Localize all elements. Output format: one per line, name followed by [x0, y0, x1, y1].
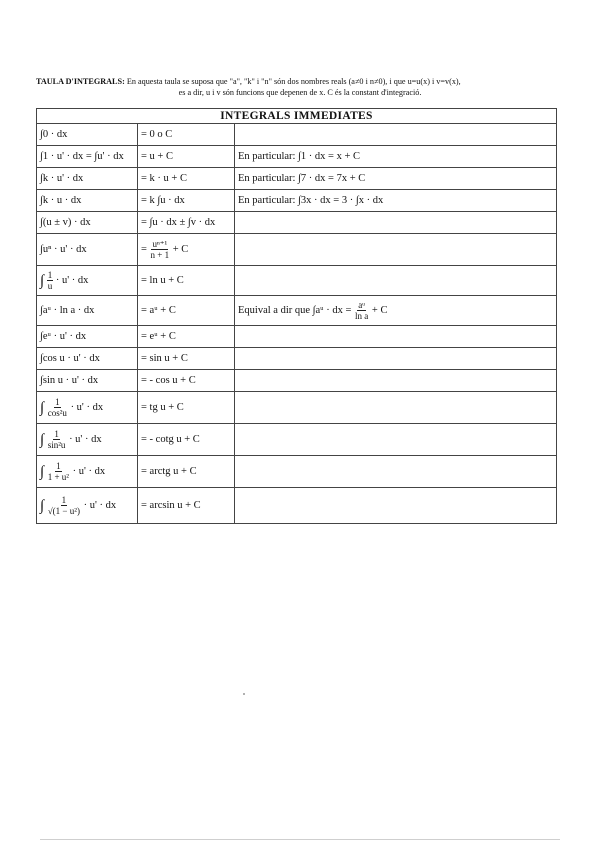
- fraction-numerator: aᵘ: [358, 300, 366, 310]
- note-cell: [235, 488, 557, 524]
- integrand-rest: · u' · dx: [70, 401, 104, 413]
- table-row: [37, 124, 557, 146]
- integral-cell: ∫1 · u' · dx = ∫u' · dx: [37, 146, 138, 168]
- integral-cell: [37, 266, 138, 296]
- table-row: [37, 424, 557, 456]
- integrand-fraction: [47, 429, 67, 450]
- result-cell: = ∫u · dx ± ∫v · dx: [138, 212, 235, 234]
- integral-cell: [37, 488, 138, 524]
- integrand-fraction: [47, 397, 68, 418]
- note-cell: En particular: ∫3x · dx = 3 · ∫x · dx: [235, 190, 557, 212]
- note-cell: [235, 124, 557, 146]
- integral-cell: ∫aᵘ · ln a · dx: [37, 296, 138, 326]
- fraction-denominator: √(1 − u²): [47, 506, 80, 516]
- note-cell: [235, 392, 557, 424]
- note-cell: En particular: ∫7 · dx = 7x + C: [235, 168, 557, 190]
- fraction-denominator: 1 + u²: [47, 472, 70, 482]
- fraction-numerator: 1: [54, 429, 59, 439]
- fraction-numerator: 1: [47, 270, 53, 280]
- note-cell: [235, 348, 557, 370]
- scan-edge-line: [40, 839, 560, 840]
- note-cell: [235, 266, 557, 296]
- integral-sign-icon: ∫: [40, 431, 45, 448]
- table-row: [37, 296, 557, 326]
- integral-sign-icon: ∫: [40, 497, 45, 514]
- result-cell: = 0 o C: [138, 124, 235, 146]
- table-row: [37, 212, 557, 234]
- note-fraction: [354, 300, 369, 321]
- header-description-line2: es a dir, u i v són funcions que depenen de x. C és la constant d'integració.: [178, 88, 422, 97]
- integral-sign-icon: ∫: [40, 272, 45, 289]
- fraction-numerator: 1: [55, 397, 60, 407]
- integral-cell: ∫cos u · u' · dx: [37, 348, 138, 370]
- integrand-rest: · u' · dx: [55, 274, 89, 286]
- table-heading-row: [37, 109, 557, 124]
- note-prefix: Equival a dir que ∫aᵘ · dx =: [238, 304, 352, 316]
- table-row: [37, 326, 557, 348]
- result-cell: = arctg u + C: [138, 456, 235, 488]
- result-cell: = - cos u + C: [138, 370, 235, 392]
- table-row: [37, 168, 557, 190]
- plus-constant: + C: [371, 304, 388, 316]
- integrand-fraction: [47, 461, 70, 482]
- result-cell: = - cotg u + C: [138, 424, 235, 456]
- table-row: [37, 370, 557, 392]
- note-cell: [235, 424, 557, 456]
- integrand-rest: · u' · dx: [69, 433, 102, 445]
- result-cell: = ln u + C: [138, 266, 235, 296]
- result-cell: = k · u + C: [138, 168, 235, 190]
- table-heading: INTEGRALS IMMEDIATES: [37, 109, 557, 124]
- integral-cell: [37, 456, 138, 488]
- table-row: [37, 234, 557, 266]
- note-cell: [235, 326, 557, 348]
- integrand-fraction: [47, 495, 81, 516]
- fraction-denominator: u: [47, 281, 53, 291]
- integral-cell: [37, 392, 138, 424]
- integral-cell: [37, 424, 138, 456]
- fraction-denominator: ln a: [355, 311, 369, 321]
- integral-cell: ∫uⁿ · u' · dx: [37, 234, 138, 266]
- fraction-denominator: cos²u: [47, 408, 67, 418]
- result-cell: = aᵘ + C: [138, 296, 235, 326]
- table-row: [37, 392, 557, 424]
- integrand-rest: · u' · dx: [72, 465, 106, 477]
- result-cell: = sin u + C: [138, 348, 235, 370]
- integral-sign-icon: ∫: [40, 399, 45, 416]
- note-cell: [235, 370, 557, 392]
- equals-sign: =: [141, 243, 147, 255]
- table-row: [37, 456, 557, 488]
- result-cell: = arcsin u + C: [138, 488, 235, 524]
- integral-cell: ∫(u ± v) · dx: [37, 212, 138, 234]
- result-cell: = k ∫u · dx: [138, 190, 235, 212]
- fraction-numerator: 1: [61, 495, 67, 505]
- table-row: [37, 190, 557, 212]
- document-title: TAULA D'INTEGRALS:: [36, 77, 125, 86]
- scan-speck: [243, 693, 245, 695]
- table-row: [37, 488, 557, 524]
- fraction-denominator: sin²u: [47, 440, 66, 450]
- result-fraction: [150, 239, 171, 260]
- fraction-numerator: uⁿ⁺¹: [152, 239, 168, 249]
- table-header-text: [36, 76, 564, 98]
- integrand-rest: · u' · dx: [83, 499, 117, 511]
- result-cell: = u + C: [138, 146, 235, 168]
- integrals-table: [36, 108, 557, 524]
- note-cell: En particular: ∫1 · dx = x + C: [235, 146, 557, 168]
- note-cell: [235, 212, 557, 234]
- integral-cell: ∫sin u · u' · dx: [37, 370, 138, 392]
- note-cell: [235, 234, 557, 266]
- integral-cell: ∫0 · dx: [37, 124, 138, 146]
- header-description-line1: En aquesta taula se suposa que "a", "k" i "n" són dos nombres reals (a≠0 i n≠0), i que u=u(x) i v=v(x),: [126, 77, 461, 86]
- note-cell: [235, 296, 557, 326]
- table-row: [37, 348, 557, 370]
- integrand-fraction: [47, 270, 54, 291]
- result-cell: = tg u + C: [138, 392, 235, 424]
- result-cell: [138, 234, 235, 266]
- integral-cell: ∫eᵘ · u' · dx: [37, 326, 138, 348]
- table-row: [37, 146, 557, 168]
- note-cell: [235, 456, 557, 488]
- table-row: [37, 266, 557, 296]
- integral-cell: ∫k · u' · dx: [37, 168, 138, 190]
- integral-cell: ∫k · u · dx: [37, 190, 138, 212]
- plus-constant: + C: [172, 243, 189, 255]
- integral-sign-icon: ∫: [40, 463, 45, 480]
- result-cell: = eᵘ + C: [138, 326, 235, 348]
- fraction-numerator: 1: [56, 461, 61, 471]
- fraction-denominator: n + 1: [150, 250, 170, 260]
